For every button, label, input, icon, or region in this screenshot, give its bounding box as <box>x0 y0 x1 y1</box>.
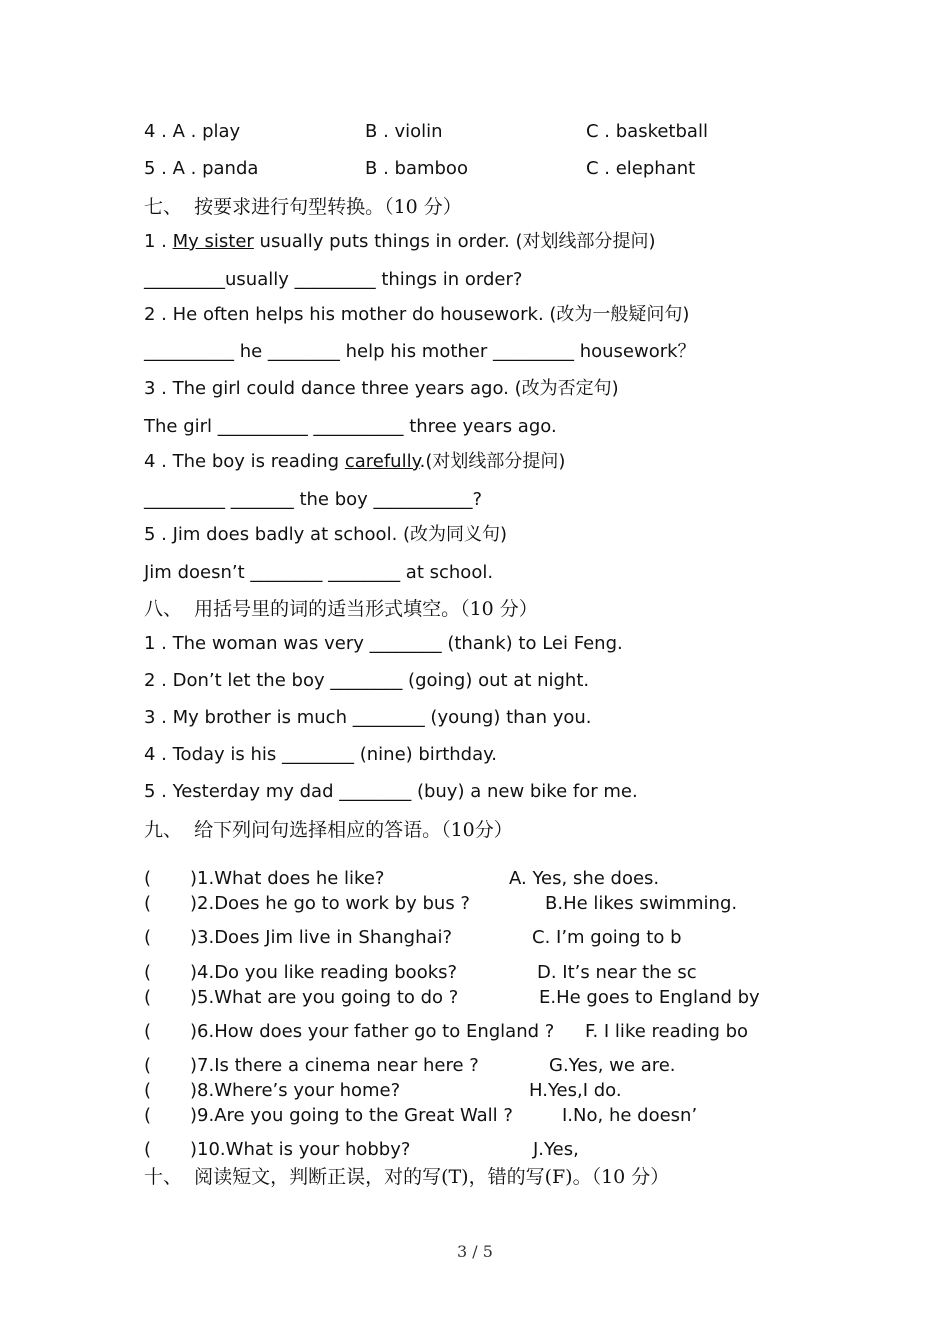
s8-item-1: 1 . The woman was very ________ (thank) to Lei Feng. <box>144 633 623 654</box>
option-row-5-b: B . bamboo <box>365 158 468 179</box>
s9-answer-j: J.Yes, <box>533 1139 579 1160</box>
s9-question-8: )8.Where’s your home? <box>190 1080 401 1101</box>
s9-answer-b: B.He likes swimming. <box>545 893 738 914</box>
s7-question-1 <box>144 230 656 254</box>
section-7-heading: 七、 按要求进行句型转换。（10 分） <box>144 196 462 218</box>
page-number: 3 / 5 <box>457 1242 493 1261</box>
s9-paren-1: ( <box>144 868 152 889</box>
s9-question-1: )1.What does he like? <box>190 868 385 889</box>
s9-answer-e: E.He goes to England by <box>539 987 760 1008</box>
s9-question-7: )7.Is there a cinema near here ? <box>190 1055 479 1076</box>
s9-question-6: )6.How does your father go to England ? <box>190 1021 555 1042</box>
s8-item-4: 4 . Today is his ________ (nine) birthday. <box>144 744 497 765</box>
s7-answer-5: Jim doesn’t ________ ________ at school. <box>144 562 494 583</box>
s7-question-5: 5 . Jim does badly at school. (改为同义句) <box>144 524 508 545</box>
s7-answer-4: _________ _______ the boy ___________? <box>144 489 483 510</box>
s8-item-2: 2 . Don’t let the boy ________ (going) out at night. <box>144 670 590 691</box>
s9-paren-10: ( <box>144 1139 152 1160</box>
s9-question-2: )2.Does he go to work by bus ? <box>190 893 470 914</box>
s7-answer-3: The girl __________ __________ three years ago. <box>144 416 557 437</box>
s9-paren-9: ( <box>144 1105 152 1126</box>
s9-answer-f: F. I like reading bo <box>585 1021 749 1042</box>
s9-question-4: )4.Do you like reading books? <box>190 962 458 983</box>
s9-paren-7: ( <box>144 1055 152 1076</box>
s9-paren-2: ( <box>144 893 152 914</box>
s9-question-9: )9.Are you going to the Great Wall ? <box>190 1105 513 1126</box>
s7-q4-underlined: carefully <box>344 451 420 472</box>
s7-q1-underlined: My sister <box>172 231 254 252</box>
s9-question-5: )5.What are you going to do ? <box>190 987 459 1008</box>
s9-question-3: )3.Does Jim live in Shanghai? <box>190 927 453 948</box>
s8-item-5: 5 . Yesterday my dad ________ (buy) a new bike for me. <box>144 781 638 802</box>
section-8-heading: 八、 用括号里的词的适当形式填空。（10 分） <box>144 598 538 620</box>
s9-answer-i: I.No, he doesn’ <box>562 1105 698 1126</box>
s7-q4-pre: 4 . The boy is reading <box>144 451 345 472</box>
section-10-heading: 十、 阅读短文，判断正误，对的写(T)，错的写(F)。（10 分） <box>144 1166 670 1188</box>
s9-paren-5: ( <box>144 987 152 1008</box>
s7-q4-post: .(对划线部分提问) <box>419 451 566 472</box>
s7-answer-2: __________ he ________ help his mother _________ housework？ <box>144 341 696 362</box>
option-row-5-a: 5 . A . panda <box>144 158 259 179</box>
s9-answer-g: G.Yes, we are. <box>549 1055 676 1076</box>
s7-q1-rest: usually puts things in order. (对划线部分提问) <box>253 231 656 252</box>
s9-paren-6: ( <box>144 1021 152 1042</box>
s9-paren-4: ( <box>144 962 152 983</box>
option-row-4-a: 4 . A . play <box>144 121 241 142</box>
s9-question-10: )10.What is your hobby? <box>190 1139 411 1160</box>
s9-paren-3: ( <box>144 927 152 948</box>
section-9-heading: 九、 给下列问句选择相应的答语。（10分） <box>144 819 513 841</box>
s9-paren-8: ( <box>144 1080 152 1101</box>
option-row-4-b: B . violin <box>365 121 443 142</box>
s7-q1-num: 1 . <box>144 231 173 252</box>
option-row-4-c: C . basketball <box>586 121 708 142</box>
s8-item-3: 3 . My brother is much ________ (young) than you. <box>144 707 592 728</box>
s7-question-3: 3 . The girl could dance three years ago. (改为否定句) <box>144 378 619 399</box>
s7-answer-1: _________usually _________ things in order? <box>144 269 523 290</box>
option-row-5-c: C . elephant <box>586 158 696 179</box>
s9-answer-d: D. It’s near the sc <box>537 962 697 983</box>
s7-question-4 <box>144 450 565 474</box>
s9-answer-a: A. Yes, she does. <box>509 868 660 889</box>
s9-answer-c: C. I’m going to b <box>532 927 682 948</box>
s7-question-2: 2 . He often helps his mother do housework. (改为一般疑问句) <box>144 304 690 325</box>
s9-answer-h: H.Yes,I do. <box>529 1080 622 1101</box>
